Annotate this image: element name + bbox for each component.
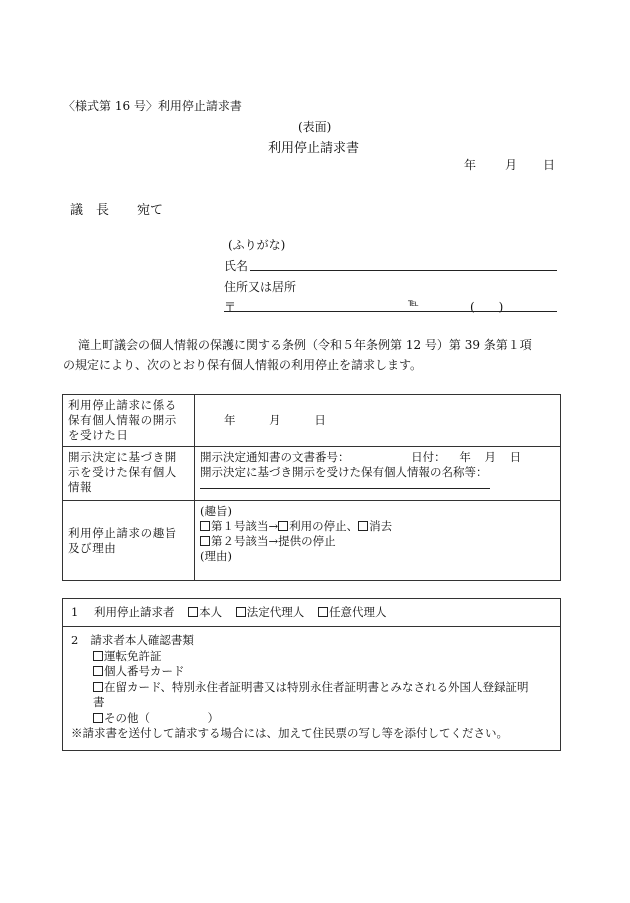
- info-name-label: 開示決定に基づき開示を受けた保有個人情報の名称等：: [200, 465, 488, 479]
- date-year-label: 年: [464, 158, 477, 172]
- note-text: ※請求書を送付して請求する場合には、加えて住民票の写し等を添付してください。: [71, 726, 508, 740]
- body-text-line2: の規定により、次のとおり保有個人情報の利用停止を請求します。: [63, 358, 423, 372]
- doc-number-label: 開示決定通知書の文書番号：: [200, 450, 350, 464]
- checkbox-item1[interactable]: [200, 521, 210, 531]
- postal-mark: 〒: [224, 300, 237, 314]
- doc-date-label: 日付：: [411, 450, 446, 464]
- purpose-reason-label: 利用停止請求の趣旨 及び理由: [63, 501, 195, 581]
- purpose-label: (趣旨): [200, 504, 232, 518]
- date-day-label: 日: [543, 158, 556, 172]
- requester-type-row: 1 利用停止請求者 本人 法定代理人 任意代理人: [63, 599, 561, 627]
- form-number: 〈様式第 16 号〉利用停止請求書: [63, 99, 242, 113]
- disclosure-date-label: 利用停止請求に係る 保有個人情報の開示 を受けた日: [63, 395, 195, 447]
- checkbox-voluntary-agent[interactable]: [318, 607, 328, 617]
- address-label: 住所又は居所: [224, 280, 297, 294]
- checkbox-erase[interactable]: [358, 521, 368, 531]
- side-label: (表面): [298, 120, 332, 134]
- tel-paren: ( ): [470, 300, 504, 314]
- addressee-name: 議 長: [70, 203, 110, 218]
- checkbox-legal-agent[interactable]: [236, 607, 246, 617]
- name-input-line[interactable]: [250, 270, 557, 271]
- body-text-line1: 滝上町議会の個人情報の保護に関する条例（令和５年条例第 12 号）第 39 条第１項: [78, 338, 532, 352]
- reason-label: (理由): [200, 549, 232, 563]
- disclosed-info-field[interactable]: 開示決定通知書の文書番号： 日付： 年 月 日 開示決定に基づき開示を受けた保有個人情報の名称等：: [195, 447, 561, 501]
- tel-mark: ℡: [408, 298, 419, 309]
- checkbox-other[interactable]: [93, 713, 103, 723]
- id-documents-row: 2 請求者本人確認書類 運転免許証 個人番号カード 在留カード、特別永住者証明書又は特別永住者証明書とみなされる外国人登録証明 書 その他（ ） ※請求書を送付して請求する場合には、加えて住民票の写し等を添付してください。: [63, 627, 561, 751]
- info-name-input-line[interactable]: [200, 480, 490, 489]
- page-title: 利用停止請求書: [268, 141, 360, 156]
- request-detail-table: [62, 394, 561, 581]
- furigana-label: (ふりがな): [228, 238, 286, 252]
- disclosed-info-label: 開示決定に基づき開 示を受けた保有個人 情報: [63, 447, 195, 501]
- name-label: 氏名: [224, 259, 249, 273]
- checkbox-self[interactable]: [188, 607, 198, 617]
- checkbox-residence-card[interactable]: [93, 682, 103, 692]
- addressee-suffix: 宛て: [137, 203, 164, 218]
- address-input-line[interactable]: [224, 311, 557, 312]
- checkbox-item2[interactable]: [200, 536, 210, 546]
- disclosure-date-field[interactable]: 年 月 日: [195, 395, 561, 447]
- checkbox-my-number-card[interactable]: [93, 666, 103, 676]
- requester-info-table: [62, 598, 561, 751]
- purpose-reason-field[interactable]: (趣旨) 第１号該当→ 利用の停止、 消去 第２号該当→提供の停止 (理由): [195, 501, 561, 581]
- checkbox-drivers-license[interactable]: [93, 651, 103, 661]
- checkbox-stop-use[interactable]: [278, 521, 288, 531]
- date-month-label: 月: [505, 158, 518, 172]
